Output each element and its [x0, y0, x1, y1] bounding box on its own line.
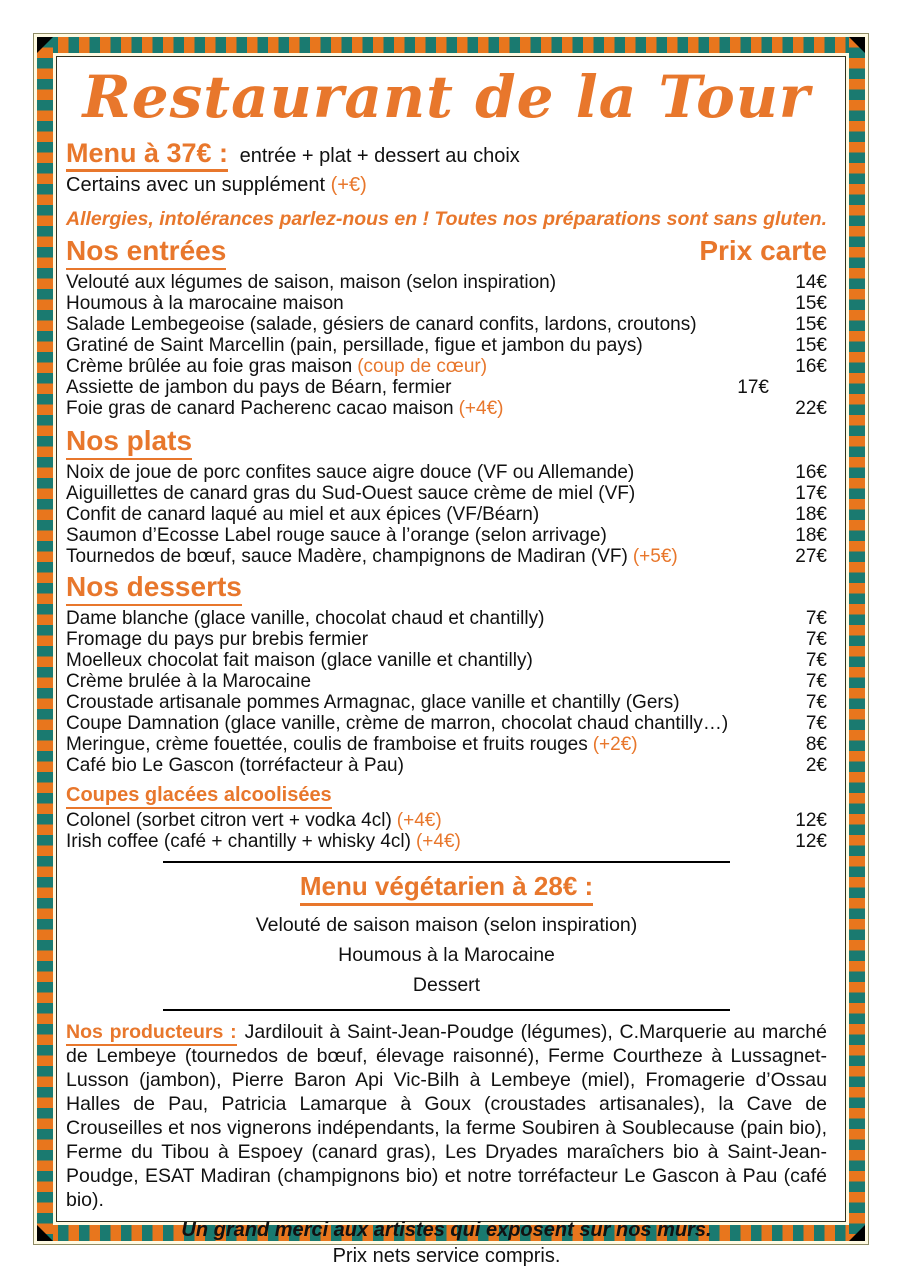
corner-triangle-top-right — [849, 37, 865, 53]
menu-item-name: Café bio Le Gascon (torréfacteur à Pau) — [66, 755, 404, 776]
coupes-header-row — [66, 782, 827, 810]
corner-triangle-bottom-right — [849, 1225, 865, 1241]
menu-item-row — [66, 831, 827, 852]
menu-item-row — [66, 629, 827, 650]
menu-item-price: 17€ — [737, 377, 769, 398]
entrees-section-title: Nos entrées — [66, 236, 226, 270]
supplement-line — [66, 172, 827, 198]
veg-menu-title: Menu végétarien à 28€ : — [300, 871, 593, 906]
menu-item-name: Moelleux chocolat fait maison (glace vanille et chantilly) — [66, 650, 533, 671]
menu-item-name: Dame blanche (glace vanille, chocolat chaud et chantilly) — [66, 608, 545, 629]
menu-item-note: (+5€) — [632, 546, 678, 567]
menu-item-price: 14€ — [795, 272, 827, 293]
checker-border-top — [37, 37, 865, 53]
menu-item-price: 17€ — [795, 483, 827, 504]
menu-item-note: (coup de cœur) — [357, 356, 488, 377]
menu-item-price: 22€ — [795, 398, 827, 419]
menu-item-name: Colonel (sorbet citron vert + vodka 4cl) — [66, 810, 392, 831]
menu-item-price: 18€ — [795, 504, 827, 525]
menu-item-price: 12€ — [795, 810, 827, 831]
menu-item-note: (+4€) — [415, 831, 461, 852]
menu-item-name: Saumon d’Ecosse Label rouge sauce à l’orange (selon arrivage) — [66, 525, 607, 546]
menu-item-row — [66, 462, 827, 483]
menu-item-name: Coupe Damnation (glace vanille, crème de marron, chocolat chaud chantilly…) — [66, 713, 729, 734]
entrees-header-row — [66, 236, 827, 272]
menu-item-name: Tournedos de bœuf, sauce Madère, champignons de Madiran (VF) — [66, 546, 628, 567]
menu-item-row — [66, 377, 827, 398]
decorative-frame — [33, 33, 869, 1267]
menu-item-note: (+2€) — [592, 734, 638, 755]
menu-37-label: Menu à 37€ : — [66, 138, 228, 172]
menu-item-name: Gratiné de Saint Marcellin (pain, persillade, figue et jambon du pays) — [66, 335, 643, 356]
checker-border-left — [37, 37, 53, 1241]
menu-item-price: 7€ — [805, 671, 827, 692]
veg-menu-item: Dessert — [412, 974, 481, 996]
menu-item-name: Croustade artisanale pommes Armagnac, glace vanille et chantilly (Gers) — [66, 692, 680, 713]
veg-menu-title-row — [66, 872, 827, 910]
plats-section-title: Nos plats — [66, 426, 192, 460]
menu-item-price: 2€ — [805, 755, 827, 776]
menu-item-price: 8€ — [805, 734, 827, 755]
menu-37-description: entrée + plat + dessert au choix — [239, 145, 520, 167]
allergy-note: Allergies, intolérances parlez-nous en ! Toutes nos préparations sont sans gluten. — [66, 208, 828, 230]
restaurant-title: Restaurant de la Tour — [82, 63, 811, 131]
menu-content — [56, 56, 846, 1267]
menu-item-name: Meringue, crème fouettée, coulis de framboise et fruits rouges — [66, 734, 588, 755]
menu-item-row — [66, 755, 827, 776]
menu-item-row — [66, 272, 827, 293]
menu-item-name: Houmous à la marocaine maison — [66, 293, 344, 314]
desserts-section-title: Nos desserts — [66, 572, 242, 606]
menu-item-name: Crème brûlée au foie gras maison — [66, 356, 353, 377]
menu-item-note: (+4€) — [458, 398, 504, 419]
menu-item-name: Velouté aux légumes de saison, maison (selon inspiration) — [66, 272, 557, 293]
menu-item-row — [66, 608, 827, 629]
supplement-suffix: (+€) — [330, 174, 367, 196]
menu-item-row — [66, 810, 827, 831]
menu-item-row — [66, 356, 827, 377]
menu-item-note: (+4€) — [396, 810, 442, 831]
menu-item-row — [66, 671, 827, 692]
menu-item-name: Salade Lembegeoise (salade, gésiers de canard confits, lardons, croutons) — [66, 314, 697, 335]
menu-item-name: Fromage du pays pur brebis fermier — [66, 629, 369, 650]
menu-item-name: Irish coffee (café + chantilly + whisky 4cl) — [66, 831, 411, 852]
menu-item-row — [66, 314, 827, 335]
producers-text: Jardilouit à Saint-Jean-Poudge (légumes), C.Marquerie au marché de Lembeye (tournedos de bœuf, élevage raisonné), Ferme Courtheze à Lussagnet-Lusson (jambon), Pierre Baron Api Vic-Bilh à Lembeye (miel), Fromagerie d’Ossau Halles de Pau, Patricia Lamarque à Goux (croustades artisanales), la Cave de Crouseilles et nos vignerons indépendants, la ferme Soubiren à Soublecause (pain bio), Ferme du Tibou à Espoey (canard gras), Les Dryades maraîchers bio à Saint-Jean-Poudge, ESAT Madiran (champignons bio) et notre torréfacteur Le Gascon à Pau (café bio). — [66, 1021, 828, 1211]
veg-menu-item: Velouté de saison maison (selon inspiration) — [255, 914, 638, 936]
menu-item-name: Foie gras de canard Pacherenc cacao maison — [66, 398, 454, 419]
menu-item-price: 7€ — [805, 629, 827, 650]
menu-item-price: 16€ — [795, 356, 827, 377]
menu-item-row — [66, 335, 827, 356]
menu-item-price: 27€ — [795, 546, 827, 567]
menu-item-name: Assiette de jambon du pays de Béarn, fermier — [66, 377, 452, 398]
menu-item-price: 16€ — [795, 462, 827, 483]
corner-triangle-bottom-left — [37, 1225, 53, 1241]
menu-item-row — [66, 504, 827, 525]
menu-item-row — [66, 293, 827, 314]
menu-item-price: 15€ — [795, 293, 827, 314]
producers-paragraph — [66, 1020, 827, 1212]
supplement-text: Certains avec un supplément — [66, 174, 326, 196]
menu-item-price: 7€ — [805, 650, 827, 671]
menu-item-price: 15€ — [795, 314, 827, 335]
menu-item-price: 7€ — [805, 608, 827, 629]
desserts-header-row — [66, 572, 827, 608]
divider-line — [163, 1009, 730, 1011]
menu-item-name: Crème brulée à la Marocaine — [66, 671, 312, 692]
menu-item-row — [66, 546, 827, 567]
menu-item-price: 7€ — [805, 713, 827, 734]
menu-item-price: 12€ — [795, 831, 827, 852]
artists-note: Un grand merci aux artistes qui exposent sur nos murs. — [181, 1219, 712, 1241]
corner-triangle-top-left — [37, 37, 53, 53]
menu-item-name: Noix de joue de porc confites sauce aigre douce (VF ou Allemande) — [66, 462, 635, 483]
menu-item-price: 7€ — [805, 692, 827, 713]
menu-item-row — [66, 692, 827, 713]
menu-item-row — [66, 734, 827, 755]
menu-37-line — [66, 137, 827, 172]
plats-header-row — [66, 426, 827, 462]
menu-item-name: Confit de canard laqué au miel et aux épices (VF/Béarn) — [66, 504, 540, 525]
menu-item-row — [66, 525, 827, 546]
divider-line — [163, 861, 730, 863]
menu-item-name: Aiguillettes de canard gras du Sud-Ouest sauce crème de miel (VF) — [66, 483, 636, 504]
menu-item-row — [66, 650, 827, 671]
menu-item-row — [66, 483, 827, 504]
menu-item-row — [66, 398, 827, 419]
price-column-header: Prix carte — [699, 235, 827, 266]
producers-label: Nos producteurs : — [66, 1021, 237, 1046]
prices-note: Prix nets service compris. — [332, 1245, 561, 1267]
menu-item-price: 18€ — [795, 525, 827, 546]
coupes-section-title: Coupes glacées alcoolisées — [66, 784, 332, 809]
menu-item-row — [66, 713, 827, 734]
menu-item-price: 15€ — [795, 335, 827, 356]
veg-menu-item: Houmous à la Marocaine — [338, 944, 555, 966]
checker-border-right — [849, 37, 865, 1241]
